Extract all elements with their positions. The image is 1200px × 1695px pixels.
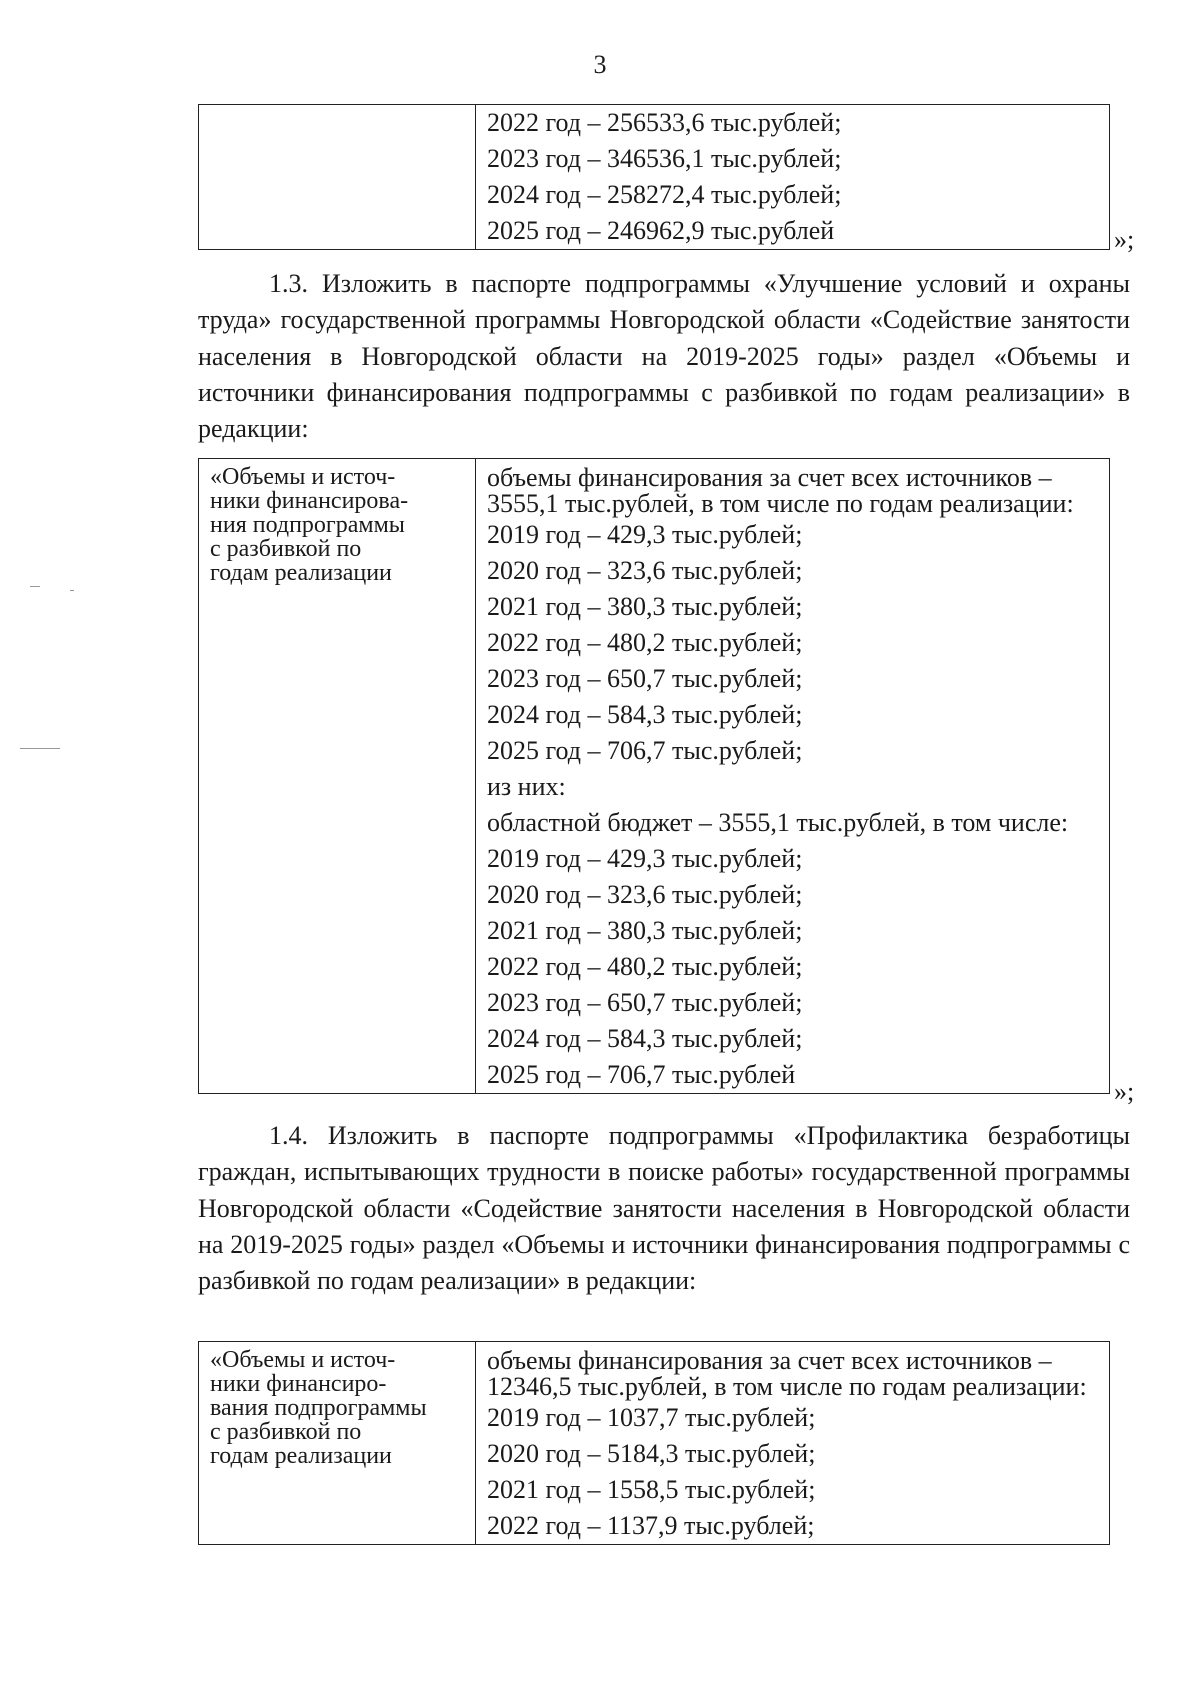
value-row: 2021 год – 380,3 тыс.рублей; <box>487 592 803 621</box>
value-row: 2021 год – 380,3 тыс.рублей; <box>487 916 803 945</box>
value-row: 2024 год – 258272,4 тыс.рублей; <box>487 180 842 209</box>
scan-mark <box>20 748 60 749</box>
value-row: 2025 год – 706,7 тыс.рублей <box>487 1060 796 1089</box>
table-label-line: ники финансиро- <box>210 1371 387 1397</box>
intro-line: объемы финансирования за счет всех источников – <box>487 1346 1052 1375</box>
value-row: 2025 год – 706,7 тыс.рублей; <box>487 736 803 765</box>
table-label-line: вания подпрограммы <box>210 1395 427 1421</box>
closing-quote: »; <box>1114 1077 1135 1106</box>
table-label-line: ники финансирова- <box>210 488 409 514</box>
table-label-line: годам реализации <box>210 1443 392 1469</box>
table-financing-continuation <box>198 104 1110 250</box>
value-row: 2020 год – 323,6 тыс.рублей; <box>487 880 803 909</box>
table-label-line: «Объемы и источ- <box>210 464 396 490</box>
label-lines <box>210 1348 467 1468</box>
value-row: 2023 год – 650,7 тыс.рублей; <box>487 988 803 1017</box>
intro-line: 12346,5 тыс.рублей, в том числе по годам реализации: <box>487 1372 1087 1401</box>
value-row: из них: <box>487 772 566 801</box>
table-label-cell <box>199 1342 476 1545</box>
table-label-line: «Объемы и источ- <box>210 1347 396 1373</box>
table-value-cell <box>476 105 1110 250</box>
page-number: 3 <box>593 50 607 79</box>
table-label-line: с разбивкой по <box>210 1419 362 1445</box>
intro-line: объемы финансирования за счет всех источников – <box>487 463 1052 492</box>
value-row: 2019 год – 429,3 тыс.рублей; <box>487 520 803 549</box>
table-label-line: ния подпрограммы <box>210 512 405 538</box>
label-lines <box>210 465 467 585</box>
value-row: 2024 год – 584,3 тыс.рублей; <box>487 700 803 729</box>
value-row: областной бюджет – 3555,1 тыс.рублей, в том числе: <box>487 808 1069 837</box>
value-row: 2020 год – 323,6 тыс.рублей; <box>487 556 803 585</box>
value-row: 2021 год – 1558,5 тыс.рублей; <box>487 1475 816 1504</box>
value-row: 2019 год – 429,3 тыс.рублей; <box>487 844 803 873</box>
table-value-cell <box>476 459 1110 1094</box>
table-value-cell <box>476 1342 1110 1545</box>
value-row: 2022 год – 480,2 тыс.рублей; <box>487 628 803 657</box>
paragraph-1-4: 1.4. Изложить в паспорте подпрограммы «Профилактика безработицы граждан, испытывающих трудности в поиске работы» государственной программы Новгородской области «Содействие занятости населения в Новгородской области на 2019-2025 годы» раздел «Объемы и источники финансирования подпрограммы с разбивкой по годам реализации» в редакции: <box>198 1121 1130 1296</box>
value-row: 2024 год – 584,3 тыс.рублей; <box>487 1024 803 1053</box>
table-label-cell <box>199 105 476 250</box>
value-row: 2022 год – 1137,9 тыс.рублей; <box>487 1511 815 1540</box>
value-list <box>487 1400 1099 1544</box>
scan-mark <box>70 590 74 591</box>
value-list <box>487 105 1099 249</box>
value-row: 2020 год – 5184,3 тыс.рублей; <box>487 1439 816 1468</box>
table-financing-labor-protection <box>198 458 1110 1094</box>
value-row: 2022 год – 480,2 тыс.рублей; <box>487 952 803 981</box>
value-row: 2019 год – 1037,7 тыс.рублей; <box>487 1403 816 1432</box>
paragraph-1-3: 1.3. Изложить в паспорте подпрограммы «Улучшение условий и охраны труда» государственной программы Новгородской области «Содействие занятости населения в Новгородской области на 2019-2025 годы» раздел «Объемы и источники финансирования подпрограммы с разбивкой по годам реализации» в редакции: <box>198 269 1130 444</box>
scan-mark <box>30 586 40 587</box>
table-label-cell <box>199 459 476 1094</box>
table-label-line: годам реализации <box>210 560 392 586</box>
value-row: 2023 год – 650,7 тыс.рублей; <box>487 664 803 693</box>
intro-lines <box>487 1348 1099 1400</box>
value-row: 2025 год – 246962,9 тыс.рублей <box>487 216 835 245</box>
closing-quote: »; <box>1114 225 1135 254</box>
intro-line: 3555,1 тыс.рублей, в том числе по годам реализации: <box>487 489 1074 518</box>
value-list <box>487 517 1099 1093</box>
value-row: 2022 год – 256533,6 тыс.рублей; <box>487 108 842 137</box>
table-financing-unemployment-prevention <box>198 1341 1110 1545</box>
table-label-line: с разбивкой по <box>210 536 362 562</box>
value-row: 2023 год – 346536,1 тыс.рублей; <box>487 144 842 173</box>
intro-lines <box>487 465 1099 517</box>
